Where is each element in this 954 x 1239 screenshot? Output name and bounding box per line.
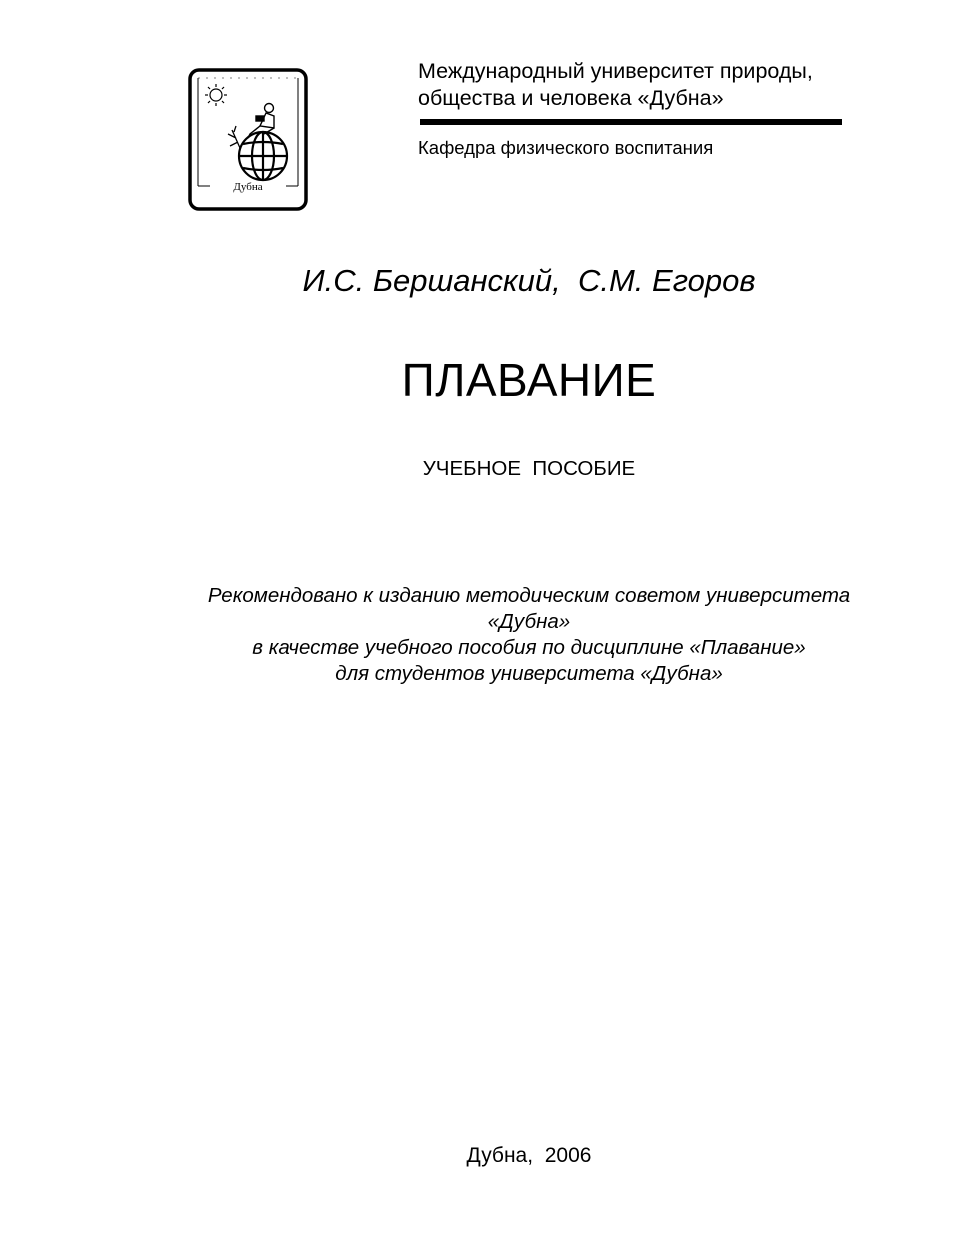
institution-line-1: Международный университет природы, [418, 59, 813, 83]
department-name: Кафедра физического воспитания [418, 137, 714, 158]
university-logo-icon [188, 68, 308, 211]
place-and-year: Дубна, 2006 [466, 1144, 592, 1167]
recommendation-line: «Дубна» [487, 610, 571, 633]
institution-line-2: общества и человека «Дубна» [418, 86, 724, 110]
header-divider [420, 119, 842, 125]
book-title: ПЛАВАНИЕ [401, 354, 657, 406]
recommendation-line: для студентов университета «Дубна» [335, 662, 723, 685]
recommendation-line: Рекомендовано к изданию методическим советом университета [207, 584, 851, 607]
book-subtitle: УЧЕБНОЕ ПОСОБИЕ [422, 457, 636, 480]
svg-text:Дубна: Дубна [233, 181, 263, 193]
authors: И.С. Бершанский, С.М. Егоров [302, 263, 756, 298]
institution-name [418, 58, 813, 112]
recommendation-line: в качестве учебного пособия по дисциплине «Плавание» [252, 636, 806, 659]
recommendation-text [0, 583, 954, 687]
globe-icon [239, 132, 287, 180]
